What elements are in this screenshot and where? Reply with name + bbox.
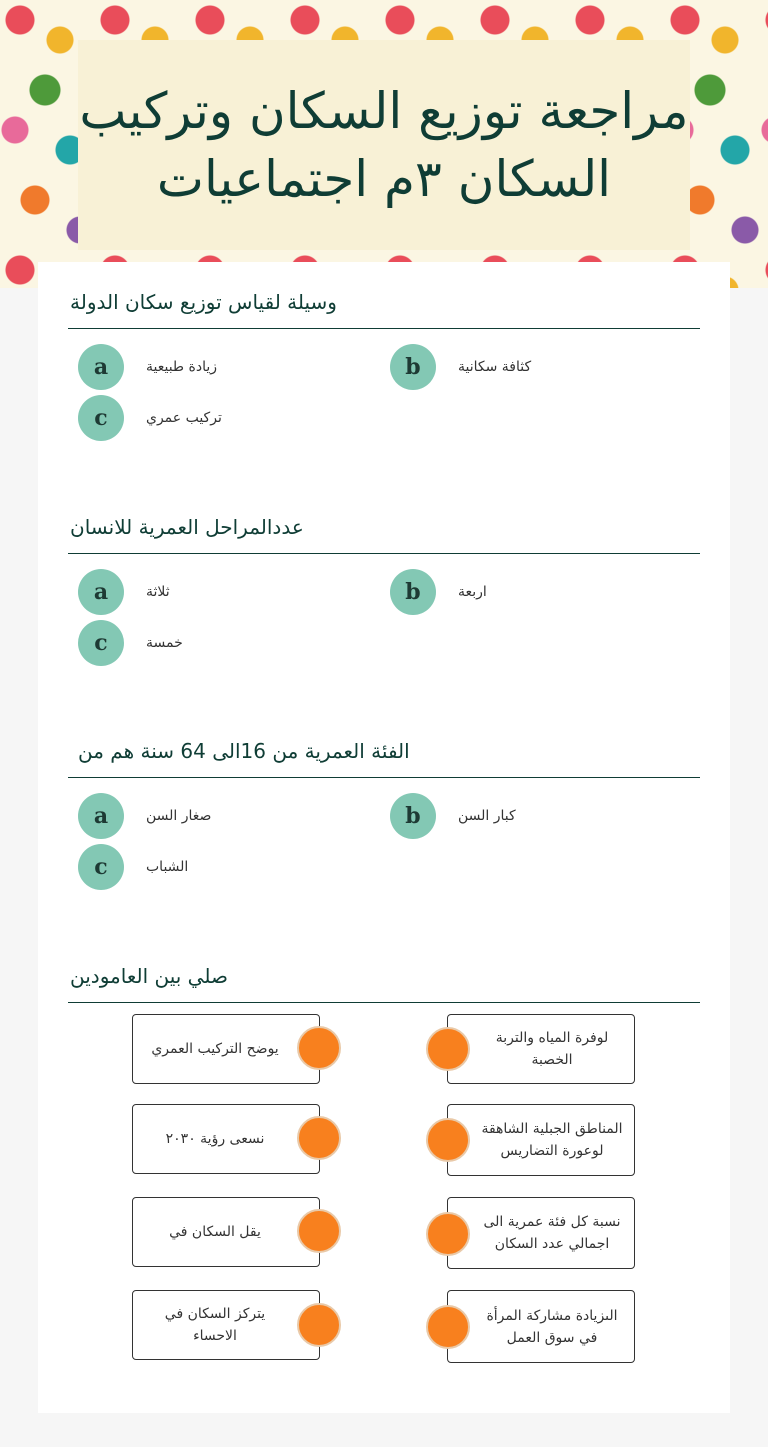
question-title: وسيلة لقياس توزيع سكان الدولة	[70, 290, 337, 314]
option-text: اربعة	[458, 584, 487, 600]
match-right-item: المناطق الجبلية الشاهقة لوعورة التضاريس	[447, 1104, 635, 1176]
question-title: صلي بين العامودين	[70, 964, 228, 988]
option-a[interactable]	[78, 344, 217, 390]
match-left-item: نسعى رؤية ٢٠٣٠	[132, 1104, 320, 1174]
match-handle-left[interactable]	[297, 1303, 341, 1347]
divider	[68, 777, 700, 778]
option-letter: b	[390, 793, 436, 839]
option-text: صغار السن	[146, 808, 212, 824]
option-text: زيادة طبيعية	[146, 359, 218, 375]
match-left-item: يوضح التركيب العمري	[132, 1014, 320, 1084]
match-handle-right[interactable]	[426, 1212, 470, 1256]
option-b[interactable]	[390, 569, 487, 615]
option-text: ثلاثة	[146, 584, 170, 600]
matching-question	[68, 956, 700, 1003]
option-text: الشباب	[146, 859, 189, 875]
option-b[interactable]	[390, 344, 531, 390]
match-left-item: يقل السكان في	[132, 1197, 320, 1267]
option-c[interactable]	[78, 844, 188, 890]
option-a[interactable]	[78, 793, 211, 839]
option-letter: b	[390, 569, 436, 615]
option-letter: c	[78, 620, 124, 666]
option-letter: a	[78, 793, 124, 839]
match-right-item: نسبة كل فئة عمرية الى اجمالي عدد السكان	[447, 1197, 635, 1269]
option-a[interactable]	[78, 569, 170, 615]
option-text: خمسة	[146, 635, 183, 651]
match-left-item: يتركز السكان في الاحساء	[132, 1290, 320, 1360]
match-handle-right[interactable]	[426, 1027, 470, 1071]
divider	[68, 328, 700, 329]
question-3	[68, 731, 700, 880]
divider	[68, 1002, 700, 1003]
option-text: كثافة سكانية	[458, 359, 532, 375]
match-handle-right[interactable]	[426, 1118, 470, 1162]
option-letter: a	[78, 344, 124, 390]
divider	[68, 553, 700, 554]
match-right-item: لوفرة المياه والتربة الخصبة	[447, 1014, 635, 1084]
match-handle-left[interactable]	[297, 1209, 341, 1253]
question-2	[68, 507, 700, 656]
page-title: مراجعة توزيع السكان وتركيب السكان ٣م اجتماعيات	[79, 82, 689, 208]
option-text: تركيب عمري	[146, 410, 222, 426]
option-letter: b	[390, 344, 436, 390]
question-1	[68, 282, 700, 431]
question-title: الفئة العمرية من 16الى 64 سنة هم من	[78, 739, 410, 763]
match-handle-left[interactable]	[297, 1026, 341, 1070]
worksheet-card	[38, 262, 730, 1413]
option-c[interactable]	[78, 620, 183, 666]
title-box	[78, 40, 690, 250]
option-c[interactable]	[78, 395, 222, 441]
option-b[interactable]	[390, 793, 516, 839]
question-title: عددالمراحل العمرية للانسان	[70, 515, 304, 539]
option-text: كبار السن	[458, 808, 516, 824]
match-right-item: الىزيادة مشاركة المرأة في سوق العمل	[447, 1290, 635, 1363]
option-letter: a	[78, 569, 124, 615]
option-letter: c	[78, 844, 124, 890]
match-handle-left[interactable]	[297, 1116, 341, 1160]
option-letter: c	[78, 395, 124, 441]
match-handle-right[interactable]	[426, 1305, 470, 1349]
